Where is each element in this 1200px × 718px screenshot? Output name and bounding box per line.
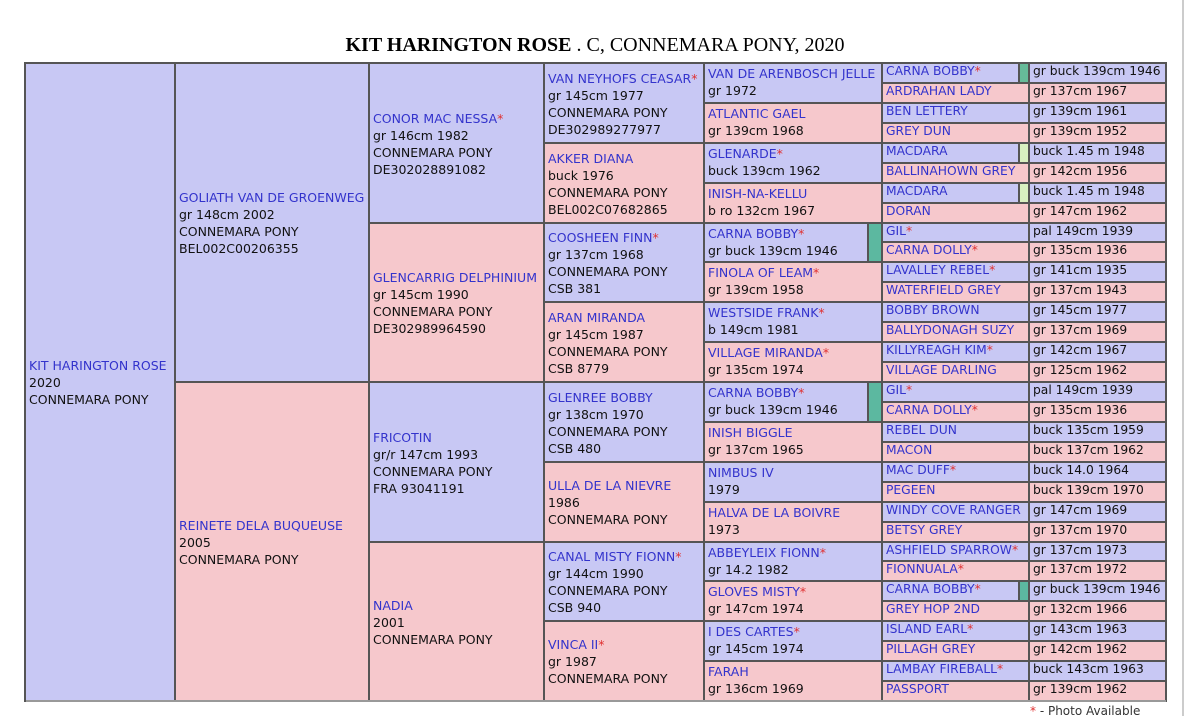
horse-cell <box>543 62 707 144</box>
horse-cell <box>881 421 1032 443</box>
horse-detail: gr/r 147cm 1993 <box>373 446 479 462</box>
horse-detail: 1986 <box>548 495 580 510</box>
horse-detail: gr buck 139cm 1946 <box>1033 64 1161 78</box>
horse-name-link[interactable]: CANAL MISTY FIONN <box>548 549 676 564</box>
horse-name-link[interactable]: PASSPORT <box>886 682 949 696</box>
horse-name-link[interactable]: WINDY COVE RANGER <box>886 503 1021 517</box>
horse-detail: 1973 <box>708 522 740 537</box>
horse-name-wrap <box>708 225 880 242</box>
horse-detail: buck 1.45 m 1948 <box>1033 184 1145 198</box>
horse-detail: gr 135cm 1936 <box>1033 403 1128 417</box>
photo-star-icon: * <box>906 224 913 238</box>
horse-cell <box>881 640 1032 662</box>
horse-name-link[interactable]: ULLA DE LA NIEVRE <box>548 478 672 493</box>
horse-detail: 1979 <box>708 482 740 497</box>
horse-name-link[interactable]: GLOVES MISTY <box>708 584 800 599</box>
horse-info-cell <box>1028 620 1167 642</box>
horse-detail: buck 137cm 1962 <box>1033 443 1144 457</box>
horse-detail: buck 139cm 1962 <box>708 163 821 178</box>
horse-name-link[interactable]: VILLAGE DARLING <box>886 363 997 377</box>
horse-cell <box>881 241 1032 263</box>
horse-cell <box>703 102 885 144</box>
horse-info-cell <box>1028 222 1167 243</box>
horse-cell <box>543 381 707 463</box>
horse-cell <box>881 122 1032 144</box>
horse-detail: gr 144cm 1990 <box>548 566 644 581</box>
horse-name-wrap <box>708 623 880 640</box>
horse-detail: gr 137cm 1970 <box>1033 523 1128 537</box>
horse-detail: gr 139cm 1962 <box>1033 682 1128 696</box>
horse-name-wrap <box>708 145 880 162</box>
horse-name-wrap <box>708 384 880 401</box>
horse-name-link[interactable]: CONOR MAC NESSA <box>373 110 498 126</box>
horse-detail: gr 139cm 1952 <box>1033 124 1128 138</box>
horse-cell <box>881 560 1032 582</box>
horse-cell <box>703 421 885 463</box>
horse-cell <box>881 680 1032 702</box>
horse-detail: 2001 <box>373 614 405 630</box>
photo-star-icon: * <box>967 622 974 636</box>
horse-name-link[interactable]: BALLINAHOWN GREY <box>886 164 1016 178</box>
horse-detail: gr 142cm 1962 <box>1033 642 1128 656</box>
photo-star-icon: * <box>793 624 800 639</box>
horse-detail: gr 137cm 1969 <box>1033 323 1128 337</box>
horse-name-link[interactable]: ATLANTIC GAEL <box>708 106 806 121</box>
horse-info-cell <box>1028 321 1167 343</box>
horse-detail: gr 145cm 1990 <box>373 287 469 302</box>
horse-name-wrap <box>708 264 880 281</box>
horse-info-cell <box>1028 122 1167 144</box>
horse-detail: gr 145cm 1977 <box>1033 303 1128 317</box>
horse-detail: gr 147cm 1962 <box>1033 204 1128 218</box>
horse-name-link[interactable]: WATERFIELD GREY <box>886 283 1001 297</box>
horse-detail: gr 141cm 1935 <box>1033 263 1128 277</box>
horse-name-link[interactable]: MACDARA <box>886 184 948 198</box>
horse-detail: gr 1987 <box>548 654 597 669</box>
scroll-divider <box>1182 0 1184 716</box>
horse-detail: gr 137cm 1973 <box>1033 543 1128 557</box>
horse-name-link[interactable]: NIMBUS IV <box>708 465 774 480</box>
horse-detail: CONNEMARA PONY <box>373 631 493 647</box>
title-details: . C, CONNEMARA PONY, 2020 <box>576 34 845 56</box>
photo-star-icon: * <box>974 64 981 78</box>
horse-cell <box>881 62 1032 84</box>
horse-name-link[interactable]: INISH BIGGLE <box>708 425 793 440</box>
horse-detail: buck 1.45 m 1948 <box>1033 144 1145 158</box>
horse-detail: gr 14.2 1982 <box>708 562 789 577</box>
horse-info-cell <box>1028 281 1167 303</box>
title-horse-name: KIT HARINGTON ROSE <box>345 34 572 56</box>
photo-legend-star: * <box>1030 704 1036 718</box>
horse-detail: gr 147cm 1969 <box>1033 503 1128 517</box>
horse-info-cell <box>1028 580 1167 602</box>
photo-star-icon: * <box>776 146 783 161</box>
horse-name-link[interactable]: GOLIATH VAN DE GROENWEG <box>179 190 365 205</box>
horse-cell <box>881 381 1032 403</box>
horse-name-link[interactable]: ARDRAHAN LADY <box>886 84 992 98</box>
horse-cell <box>881 541 1032 562</box>
horse-cell <box>881 600 1032 622</box>
horse-name-link[interactable]: CARNA BOBBY <box>886 582 975 596</box>
horse-cell <box>881 102 1032 124</box>
horse-name-link[interactable]: DORAN <box>886 204 931 218</box>
horse-detail: gr 146cm 1982 <box>373 127 469 143</box>
horse-name-link[interactable]: MACON <box>886 443 933 457</box>
horse-detail: gr 145cm 1977 <box>548 87 644 103</box>
horse-cell <box>368 541 547 702</box>
horse-detail: CONNEMARA PONY <box>548 423 668 439</box>
horse-detail: gr 139cm 1968 <box>708 123 804 138</box>
horse-cell <box>703 142 885 184</box>
horse-detail: gr 136cm 1969 <box>708 681 804 696</box>
horse-detail: gr 139cm 1958 <box>708 282 804 297</box>
horse-detail: CONNEMARA PONY <box>373 144 493 160</box>
horse-detail: CONNEMARA PONY <box>548 512 668 527</box>
horse-info-cell <box>1028 62 1167 84</box>
horse-name-link[interactable]: CARNA DOLLY <box>886 403 972 417</box>
horse-name-link[interactable]: MACDARA <box>886 144 948 158</box>
horse-detail: gr 143cm 1963 <box>1033 622 1128 636</box>
horse-info-cell <box>1028 501 1167 523</box>
photo-star-icon: * <box>799 584 807 599</box>
horse-info-cell <box>1028 640 1167 662</box>
horse-info-cell <box>1028 102 1167 124</box>
horse-info-cell <box>1028 301 1167 323</box>
horse-name-link[interactable]: ABBEYLEIX FIONN <box>708 545 820 560</box>
horse-cell <box>24 62 178 702</box>
horse-cell <box>703 501 885 543</box>
horse-name-link[interactable]: ARAN MIRANDA <box>548 309 646 325</box>
horse-cell <box>703 261 885 303</box>
horse-detail: CSB 381 <box>548 281 602 296</box>
horse-info-cell <box>1028 600 1167 622</box>
horse-name-link[interactable]: ASHFIELD SPARROW <box>886 543 1012 557</box>
horse-detail: FRA 93041191 <box>373 480 465 496</box>
horse-cell <box>174 62 372 383</box>
horse-cell <box>703 222 885 263</box>
horse-detail: CONNEMARA PONY <box>373 463 493 479</box>
horse-detail: CONNEMARA PONY <box>548 671 668 686</box>
horse-cell <box>881 361 1032 383</box>
horse-detail: gr 132cm 1966 <box>1033 602 1128 616</box>
horse-detail: buck 1976 <box>548 167 614 183</box>
horse-detail: gr 125cm 1962 <box>1033 363 1128 377</box>
horse-name-wrap <box>548 70 702 87</box>
horse-detail: CONNEMARA PONY <box>548 104 668 120</box>
horse-cell <box>543 222 707 303</box>
horse-cell <box>703 381 885 423</box>
horse-detail: gr 142cm 1967 <box>1033 343 1128 357</box>
horse-cell <box>881 261 1032 283</box>
photo-star-icon: * <box>652 230 659 245</box>
horse-cell <box>703 461 885 503</box>
horse-name-wrap <box>373 110 542 127</box>
horse-detail: pal 149cm 1939 <box>1033 224 1134 238</box>
horse-name-wrap <box>548 636 702 653</box>
horse-info-cell <box>1028 142 1167 164</box>
horse-name-link[interactable]: LAMBAY FIREBALL <box>886 662 998 676</box>
horse-detail: gr buck 139cm 1946 <box>1033 582 1161 596</box>
horse-cell <box>703 620 885 662</box>
horse-name-link[interactable]: FIONNUALA <box>886 562 958 576</box>
footer-divider <box>26 700 1166 702</box>
horse-name-link[interactable]: BETSY GREY <box>886 523 963 537</box>
horse-name-wrap <box>548 548 702 565</box>
horse-name-link[interactable]: LAVALLEY REBEL <box>886 263 990 277</box>
horse-info-cell <box>1028 381 1167 403</box>
horse-cell <box>881 481 1032 503</box>
horse-name-link[interactable]: GREY HOP 2ND <box>886 602 981 616</box>
horse-cell <box>703 660 885 702</box>
horse-name-link[interactable]: KILLYREAGH KIM <box>886 343 987 357</box>
horse-cell <box>543 461 707 543</box>
photo-star-icon: * <box>986 343 993 357</box>
horse-detail: BEL002C07682865 <box>548 201 668 217</box>
horse-detail: CSB 940 <box>548 600 602 615</box>
horse-name-link[interactable]: COOSHEEN FINN <box>548 230 653 245</box>
horse-cell <box>881 501 1032 523</box>
horse-name-link[interactable]: GLENREE BOBBY <box>548 389 653 405</box>
horse-cell <box>543 142 707 224</box>
horse-name-link[interactable]: I DES CARTES <box>708 624 794 639</box>
horse-cell <box>881 222 1032 243</box>
horse-detail: CONNEMARA PONY <box>179 551 299 567</box>
horse-info-cell <box>1028 560 1167 582</box>
horse-detail: CSB 480 <box>548 440 602 456</box>
horse-cell <box>881 620 1032 642</box>
horse-info-cell <box>1028 421 1167 443</box>
horse-detail: DE302989277977 <box>548 121 661 137</box>
horse-info-cell <box>1028 361 1167 383</box>
photo-star-icon: * <box>691 70 698 86</box>
horse-name-link[interactable]: NADIA <box>373 597 413 613</box>
horse-detail: gr 137cm 1968 <box>548 247 644 262</box>
horse-detail: buck 139cm 1970 <box>1033 483 1144 497</box>
horse-detail: gr 135cm 1974 <box>708 362 804 377</box>
horse-name-link[interactable]: REINETE DELA BUQUEUSE <box>179 517 343 533</box>
horse-detail: CONNEMARA PONY <box>548 184 668 200</box>
horse-detail: CONNEMARA PONY <box>29 392 149 407</box>
horse-name-link[interactable]: GLENARDE <box>708 146 777 161</box>
horse-name-link[interactable]: FINOLA OF LEAM <box>708 265 814 280</box>
horse-name-link[interactable]: HALVA DE LA BOIVRE <box>708 505 841 520</box>
horse-info-cell <box>1028 241 1167 263</box>
horse-info-cell <box>1028 680 1167 702</box>
horse-detail: CONNEMARA PONY <box>548 583 668 598</box>
horse-info-cell <box>1028 441 1167 463</box>
horse-name-link[interactable]: CARNA BOBBY <box>886 64 975 78</box>
horse-cell <box>881 321 1032 343</box>
photo-star-icon: * <box>957 562 964 576</box>
horse-name-link[interactable]: GIL <box>886 224 907 238</box>
horse-cell <box>881 341 1032 363</box>
horse-detail: CONNEMARA PONY <box>548 264 668 279</box>
horse-detail: gr 137cm 1943 <box>1033 283 1128 297</box>
horse-detail: CONNEMARA PONY <box>179 224 299 239</box>
photo-star-icon: * <box>818 305 825 320</box>
horse-cell <box>881 401 1032 423</box>
more-generations-tab[interactable] <box>867 222 883 263</box>
photo-star-icon: * <box>971 403 978 417</box>
photo-star-icon: * <box>675 549 682 564</box>
photo-legend-text: - Photo Available <box>1036 704 1141 718</box>
horse-name-link[interactable]: ISLAND EARL <box>886 622 968 636</box>
horse-cell <box>881 461 1032 483</box>
horse-name-link[interactable]: FRICOTIN <box>373 429 432 445</box>
horse-cell <box>881 82 1032 104</box>
photo-star-icon: * <box>798 226 805 241</box>
horse-detail: gr 142cm 1956 <box>1033 164 1128 178</box>
horse-detail: b 149cm 1981 <box>708 322 799 337</box>
horse-info-cell <box>1028 162 1167 184</box>
horse-detail: CSB 8779 <box>548 360 610 376</box>
horse-detail: gr 137cm 1965 <box>708 442 804 457</box>
horse-detail: buck 14.0 1964 <box>1033 463 1129 477</box>
horse-name-link[interactable]: CARNA BOBBY <box>708 385 799 400</box>
horse-info-cell <box>1028 82 1167 104</box>
horse-cell <box>703 182 885 224</box>
horse-info-cell <box>1028 341 1167 363</box>
horse-name-link[interactable]: KIT HARINGTON ROSE <box>29 358 167 373</box>
horse-cell <box>881 441 1032 463</box>
horse-cell <box>703 62 885 104</box>
horse-cell <box>703 301 885 343</box>
more-generations-tab[interactable] <box>867 381 883 423</box>
horse-name-link[interactable]: FARAH <box>708 664 749 679</box>
horse-name-wrap <box>708 583 880 600</box>
horse-detail: b ro 132cm 1967 <box>708 203 816 218</box>
photo-star-icon: * <box>949 463 957 477</box>
horse-cell <box>881 281 1032 303</box>
photo-star-icon: * <box>906 383 913 397</box>
horse-cell <box>543 620 707 702</box>
horse-name-link[interactable]: CARNA BOBBY <box>708 226 799 241</box>
horse-info-cell <box>1028 461 1167 483</box>
horse-cell <box>881 182 1032 204</box>
horse-cell <box>881 142 1032 164</box>
horse-detail: gr 137cm 1967 <box>1033 84 1128 98</box>
horse-cell <box>368 381 547 543</box>
photo-star-icon: * <box>813 265 820 280</box>
horse-cell <box>368 222 547 383</box>
horse-detail: 2005 <box>179 534 211 550</box>
photo-star-icon: * <box>989 263 996 277</box>
horse-detail: DE302989964590 <box>373 321 486 336</box>
horse-detail: gr 148cm 2002 <box>179 207 275 222</box>
horse-name-link[interactable]: AKKER DIANA <box>548 150 634 166</box>
horse-detail: buck 135cm 1959 <box>1033 423 1144 437</box>
horse-detail: 2020 <box>29 375 61 390</box>
horse-name-link[interactable]: BEN LETTERY <box>886 104 968 118</box>
horse-name-link[interactable]: PEGEEN <box>886 483 936 497</box>
horse-name-link[interactable]: VAN DE ARENBOSCH JELLE <box>708 66 876 81</box>
horse-detail: gr 135cm 1936 <box>1033 243 1128 257</box>
horse-name-wrap <box>708 544 880 561</box>
horse-cell <box>881 162 1032 184</box>
horse-detail: CONNEMARA PONY <box>548 343 668 359</box>
horse-name-link[interactable]: CARNA DOLLY <box>886 243 972 257</box>
horse-name-link[interactable]: VAN NEYHOFS CEASAR <box>548 70 692 86</box>
horse-info-cell <box>1028 182 1167 204</box>
horse-detail: gr buck 139cm 1946 <box>708 402 838 417</box>
horse-name-link[interactable]: MAC DUFF <box>886 463 950 477</box>
photo-star-icon: * <box>798 385 805 400</box>
horse-cell <box>881 202 1032 224</box>
photo-star-icon: * <box>997 662 1004 676</box>
horse-info-cell <box>1028 261 1167 283</box>
horse-detail: buck 143cm 1963 <box>1033 662 1144 676</box>
horse-name-wrap <box>548 229 702 246</box>
horse-cell <box>703 580 885 622</box>
horse-cell <box>543 301 707 383</box>
horse-detail: gr 145cm 1974 <box>708 641 804 656</box>
photo-star-icon: * <box>974 582 981 596</box>
horse-detail: gr 137cm 1972 <box>1033 562 1128 576</box>
horse-detail: BEL002C00206355 <box>179 241 299 256</box>
horse-name-link[interactable]: BOBBY BROWN <box>886 303 980 317</box>
photo-star-icon: * <box>497 110 504 126</box>
horse-name-link[interactable]: BALLYDONAGH SUZY <box>886 323 1015 337</box>
horse-detail: DE302028891082 <box>373 161 486 177</box>
horse-name-link[interactable]: GIL <box>886 383 907 397</box>
horse-name-link[interactable]: PILLAGH GREY <box>886 642 976 656</box>
horse-name-link[interactable]: VILLAGE MIRANDA <box>708 345 823 360</box>
horse-cell <box>174 381 372 702</box>
horse-info-cell <box>1028 521 1167 543</box>
horse-cell <box>881 521 1032 543</box>
photo-star-icon: * <box>1011 543 1019 557</box>
horse-cell <box>703 341 885 383</box>
horse-info-cell <box>1028 202 1167 224</box>
photo-star-icon: * <box>598 637 605 652</box>
horse-name-link[interactable]: VINCA II <box>548 637 599 652</box>
horse-info-cell <box>1028 660 1167 682</box>
horse-detail: gr 138cm 1970 <box>548 406 644 422</box>
horse-detail: gr 1972 <box>708 83 757 98</box>
horse-detail: gr 139cm 1961 <box>1033 104 1128 118</box>
horse-name-link[interactable]: WESTSIDE FRANK <box>708 305 819 320</box>
horse-name-wrap <box>708 344 880 361</box>
horse-cell <box>703 541 885 582</box>
horse-cell <box>881 301 1032 323</box>
horse-name-link[interactable]: GREY DUN <box>886 124 951 138</box>
horse-name-link[interactable]: REBEL DUN <box>886 423 957 437</box>
horse-detail: CONNEMARA PONY <box>373 304 493 319</box>
horse-info-cell <box>1028 481 1167 503</box>
photo-star-icon: * <box>971 243 978 257</box>
horse-detail: gr buck 139cm 1946 <box>708 243 838 258</box>
horse-detail: gr 145cm 1987 <box>548 326 644 342</box>
horse-name-link[interactable]: GLENCARRIG DELPHINIUM <box>373 270 537 285</box>
horse-cell <box>543 541 707 622</box>
horse-name-wrap <box>708 304 880 321</box>
horse-detail: gr 147cm 1974 <box>708 601 804 616</box>
horse-cell <box>368 62 547 224</box>
horse-name-link[interactable]: INISH-NA-KELLU <box>708 186 808 201</box>
horse-cell <box>881 660 1032 682</box>
horse-cell <box>881 580 1032 602</box>
horse-info-cell <box>1028 401 1167 423</box>
horse-detail: pal 149cm 1939 <box>1033 383 1134 397</box>
photo-star-icon: * <box>822 345 830 360</box>
horse-info-cell <box>1028 541 1167 562</box>
photo-star-icon: * <box>819 545 826 560</box>
